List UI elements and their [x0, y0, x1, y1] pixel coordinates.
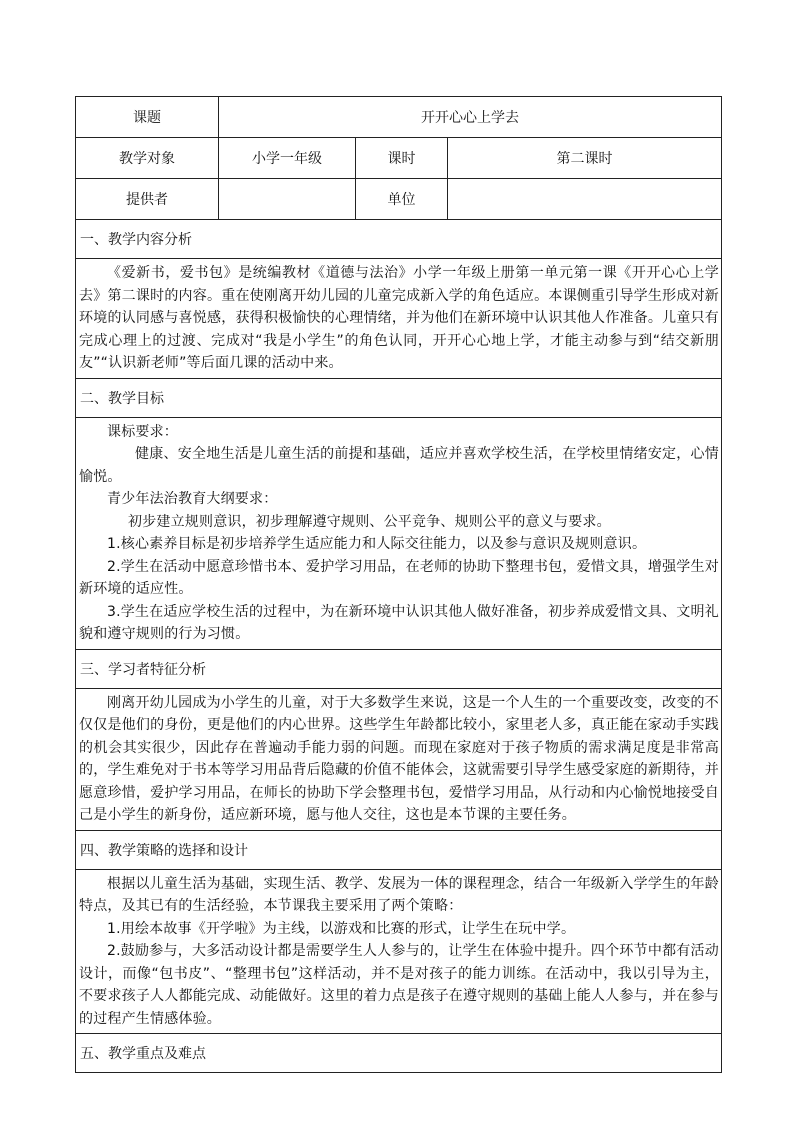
- unit-label: 单位: [356, 179, 448, 220]
- paragraph: 根据以儿童生活为基础，实现生活、教学、发展为一体的课程理念，结合一年级新入学学生的年龄特点，及其已有的生活经验，本节课我主要采用了两个策略：: [79, 875, 719, 914]
- section-title-key-points: 五、教学重点及难点: [76, 1034, 722, 1073]
- paragraph: 2.学生在活动中愿意珍惜书本、爱护学习用品，在老师的协助下整理书包，爱惜文具，增强学生对新环境的适应性。: [79, 558, 719, 597]
- audience-label: 教学对象: [76, 138, 219, 179]
- paragraph: 1.核心素养目标是初步培养学生适应能力和人际交往能力，以及参与意识及规则意识。: [107, 536, 647, 552]
- paragraph: 2.鼓励参与，大多活动设计都是需要学生人人参与的，让学生在体验中提升。四个环节中都有活动设计，而像“包书皮”、“整理书包”这样活动，并不是对孩子的能力训练。在活动中，我以引导为主，不要求孩子人人都能完成、动能做好。这里的着力点是孩子在遵守规则的基础上能人人参与，并在参与的过程产生情感体验。: [79, 943, 719, 1027]
- section-title-learner-analysis: 三、学习者特征分析: [76, 649, 722, 688]
- provider-label: 提供者: [76, 179, 219, 220]
- section-body-strategy: [76, 869, 722, 1034]
- section-title-strategy: 四、教学策略的选择和设计: [76, 830, 722, 869]
- topic-label: 课题: [76, 97, 219, 138]
- lesson-value: 第二课时: [448, 138, 722, 179]
- paragraph: 3.学生在适应学校生活的过程中，为在新环境中认识其他人做好准备，初步养成爱惜文具、文明礼貌和遵守规则的行为习惯。: [79, 603, 719, 642]
- paragraph: 青少年法治教育大纲要求：: [107, 491, 278, 507]
- paragraph: 1.用绘本故事《开学啦》为主线，以游戏和比赛的形式，让学生在玩中学。: [107, 920, 576, 937]
- paragraph: 《爱新书，爱书包》是统编教材《道德与法治》小学一年级上册第一单元第一课《开开心心上学去》第二课时的内容。重在使刚离开幼儿园的儿童完成新入学的角色适应。本课侧重引导学生形成对新环境的认同感与喜悦感，获得积极愉快的心理情绪，并为他们在新环境中认识其他人作准备。儿童只有完成心理上的过渡、完成对“我是小学生”的角色认同，开开心心地上学，才能主动参与到“结交新朋友”“认识新老师”等后面几课的活动中来。: [79, 265, 719, 371]
- section-title-content-analysis: 一、教学内容分析: [76, 220, 722, 259]
- section-body-content-analysis: [76, 259, 722, 379]
- paragraph: 健康、安全地生活是儿童生活的前提和基础，适应并喜欢学校生活，在学校里情绪安定，心情愉悦。: [79, 446, 719, 485]
- provider-value: [219, 179, 356, 220]
- unit-value: [448, 179, 722, 220]
- paragraph: 课标要求：: [107, 423, 178, 440]
- lesson-label: 课时: [356, 138, 448, 179]
- paragraph: 刚离开幼儿园成为小学生的儿童，对于大多数学生来说，这是一个人生的一个重要改变，改变的不仅仅是他们的身份，更是他们的内心世界。这些学生年龄都比较小，家里老人多，真正能在家动手实践的机会其实很少，因此存在普遍动手能力弱的问题。而现在家庭对于孩子物质的需求满足度是非常高的，学生难免对于书本等学习用品背后隐藏的价值不能体会，这就需要引导学生感受家庭的新期待，并愿意珍惜，爱护学习用品，在师长的协助下学会整理书包，爱惜学习用品，从行动和内心愉悦地接受自己是小学生的新身份，适应新环境，愿与他人交往，这也是本节课的主要任务。: [79, 694, 719, 823]
- lesson-plan-table: [75, 96, 722, 1073]
- topic-value: 开开心心上学去: [219, 97, 722, 138]
- audience-value: 小学一年级: [219, 138, 356, 179]
- paragraph: 初步建立规则意识，初步理解遵守规则、公平竞争、规则公平的意义与要求。: [128, 513, 611, 530]
- section-body-learner-analysis: [76, 688, 722, 830]
- section-title-objectives: 二、教学目标: [76, 378, 722, 417]
- section-body-objectives: [76, 417, 722, 649]
